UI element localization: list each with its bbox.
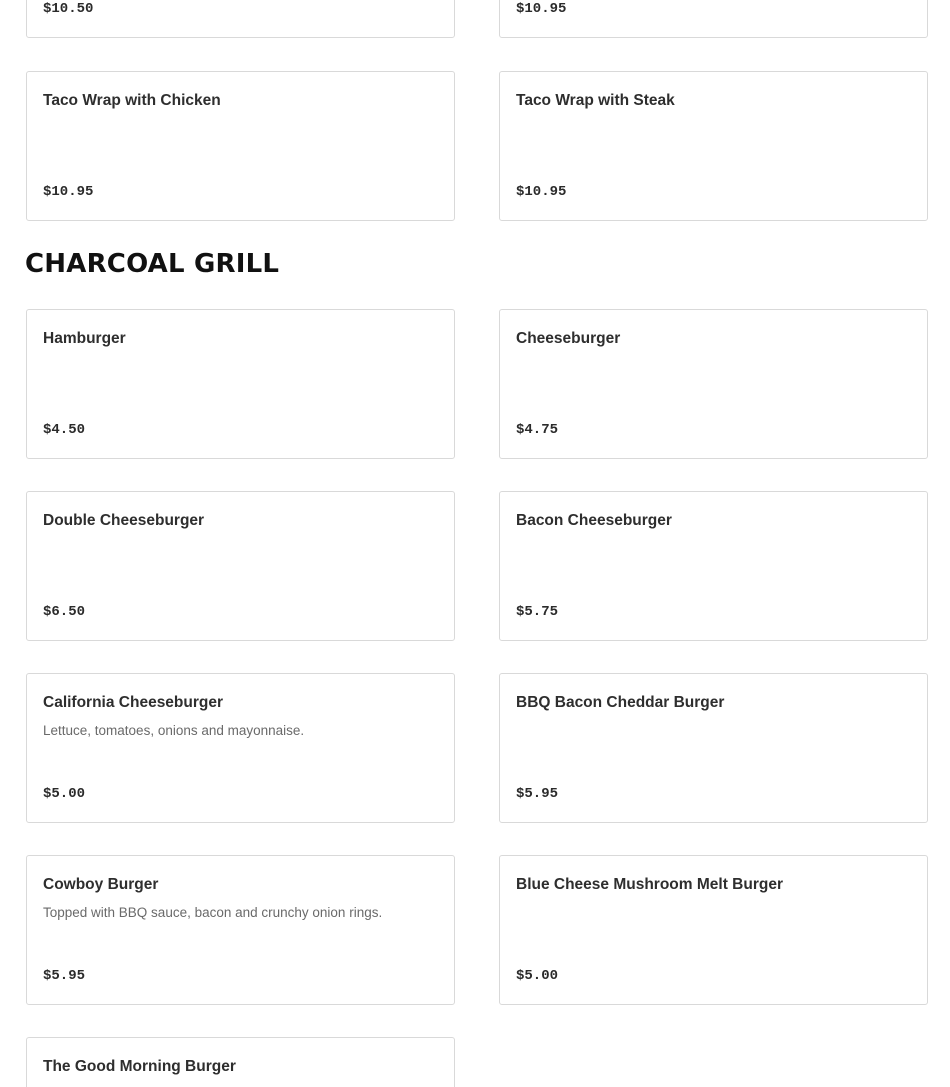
item-name: Blue Cheese Mushroom Melt Burger	[516, 876, 783, 893]
menu-item-card[interactable]	[26, 71, 455, 221]
item-price: $10.95	[516, 184, 567, 200]
item-price: $4.75	[516, 422, 559, 438]
item-name: Bacon Cheeseburger	[516, 512, 672, 529]
item-price: $5.75	[516, 604, 559, 620]
item-name: Cowboy Burger	[43, 876, 159, 893]
item-price: $10.50	[43, 1, 94, 17]
menu-item-card[interactable]	[499, 673, 928, 823]
item-name: BBQ Bacon Cheddar Burger	[516, 694, 725, 711]
menu-item-card[interactable]	[26, 673, 455, 823]
item-description: Lettuce, tomatoes, onions and mayonnaise.	[43, 723, 305, 738]
menu-item-card[interactable]	[26, 309, 455, 459]
item-name: Hamburger	[43, 330, 126, 347]
menu-item-card[interactable]	[499, 855, 928, 1005]
menu-item-card[interactable]	[499, 491, 928, 641]
item-name: The Good Morning Burger	[43, 1058, 236, 1075]
menu-item-card[interactable]	[499, 0, 928, 38]
item-price: $10.95	[516, 1, 567, 17]
item-price: $10.95	[43, 184, 94, 200]
item-price: $6.50	[43, 604, 86, 620]
section-title: CHARCOAL GRILL	[25, 249, 280, 279]
item-name: Cheeseburger	[516, 330, 621, 347]
item-name: California Cheeseburger	[43, 694, 224, 711]
item-price: $5.95	[43, 968, 86, 984]
item-price: $4.50	[43, 422, 86, 438]
item-name: Taco Wrap with Steak	[516, 92, 675, 109]
menu-item-card[interactable]	[26, 855, 455, 1005]
item-description: Topped with BBQ sauce, bacon and crunchy onion rings.	[43, 905, 383, 920]
menu-item-card[interactable]	[499, 309, 928, 459]
item-price: $5.00	[43, 786, 86, 802]
menu-item-card[interactable]	[499, 71, 928, 221]
item-name: Double Cheeseburger	[43, 512, 205, 529]
menu-item-card[interactable]	[26, 1037, 455, 1087]
item-name: Taco Wrap with Chicken	[43, 92, 221, 109]
menu-item-card[interactable]	[26, 0, 455, 38]
menu-item-card[interactable]	[26, 491, 455, 641]
item-price: $5.95	[516, 786, 559, 802]
item-price: $5.00	[516, 968, 559, 984]
